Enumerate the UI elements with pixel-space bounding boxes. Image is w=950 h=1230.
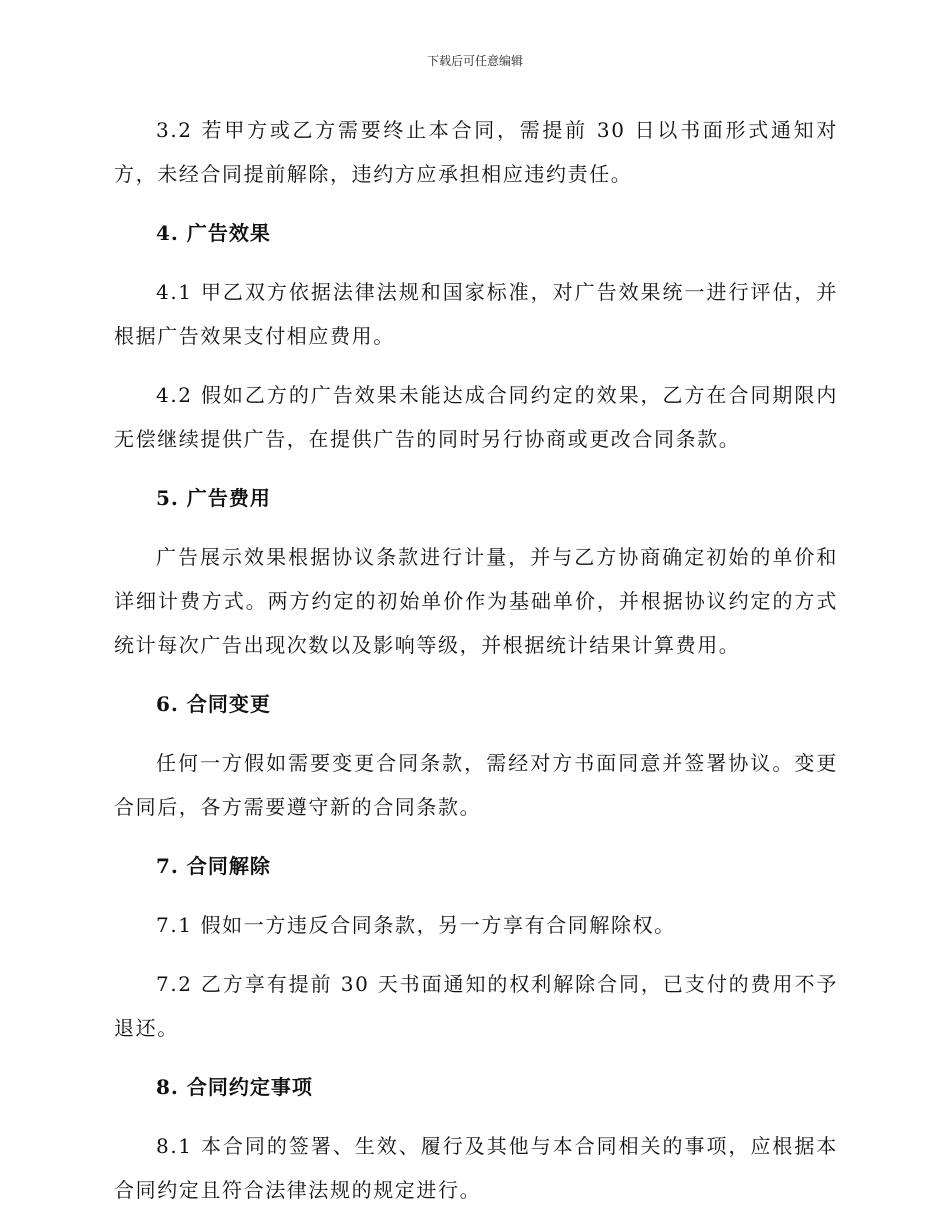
clause-7-1: 7.1 假如一方违反合同条款，另一方享有合同解除权。 <box>156 913 676 937</box>
section-heading-4: 4. 广告效果 <box>156 221 271 245</box>
section-heading-7: 7. 合同解除 <box>156 854 271 878</box>
section-heading-6: 6. 合同变更 <box>156 692 271 716</box>
clause-8-1: 8.1 本合同的签署、生效、履行及其他与本合同相关的事项，应根据本合同约定且符合法律法规的规定进行。 <box>114 1134 838 1202</box>
clause-4-2: 4.2 假如乙方的广告效果未能达成合同约定的效果，乙方在合同期限内无偿继续提供广告，在提供广告的同时另行协商或更改合同条款。 <box>114 383 838 451</box>
clause-3-2: 3.2 若甲方或乙方需要终止本合同，需提前 30 日以书面形式通知对方，未经合同提前解除，违约方应承担相应违约责任。 <box>114 118 838 186</box>
section-heading-5: 5. 广告费用 <box>156 486 271 510</box>
clause-5: 广告展示效果根据协议条款进行计量，并与乙方协商确定初始的单价和详细计费方式。两方约定的初始单价作为基础单价，并根据协议约定的方式统计每次广告出现次数以及影响等级，并根据统计结果计算费用。 <box>114 545 838 657</box>
clause-4-1: 4.1 甲乙双方依据法律法规和国家标准，对广告效果统一进行评估，并根据广告效果支付相应费用。 <box>114 280 838 348</box>
clause-6: 任何一方假如需要变更合同条款，需经对方书面同意并签署协议。变更合同后，各方需要遵守新的合同条款。 <box>114 751 838 819</box>
document-body <box>114 108 838 1227</box>
page-header: 下载后可任意编辑 <box>426 54 523 68</box>
section-heading-8: 8. 合同约定事项 <box>156 1075 313 1099</box>
clause-7-2: 7.2 乙方享有提前 30 天书面通知的权利解除合同，已支付的费用不予退还。 <box>114 972 838 1040</box>
